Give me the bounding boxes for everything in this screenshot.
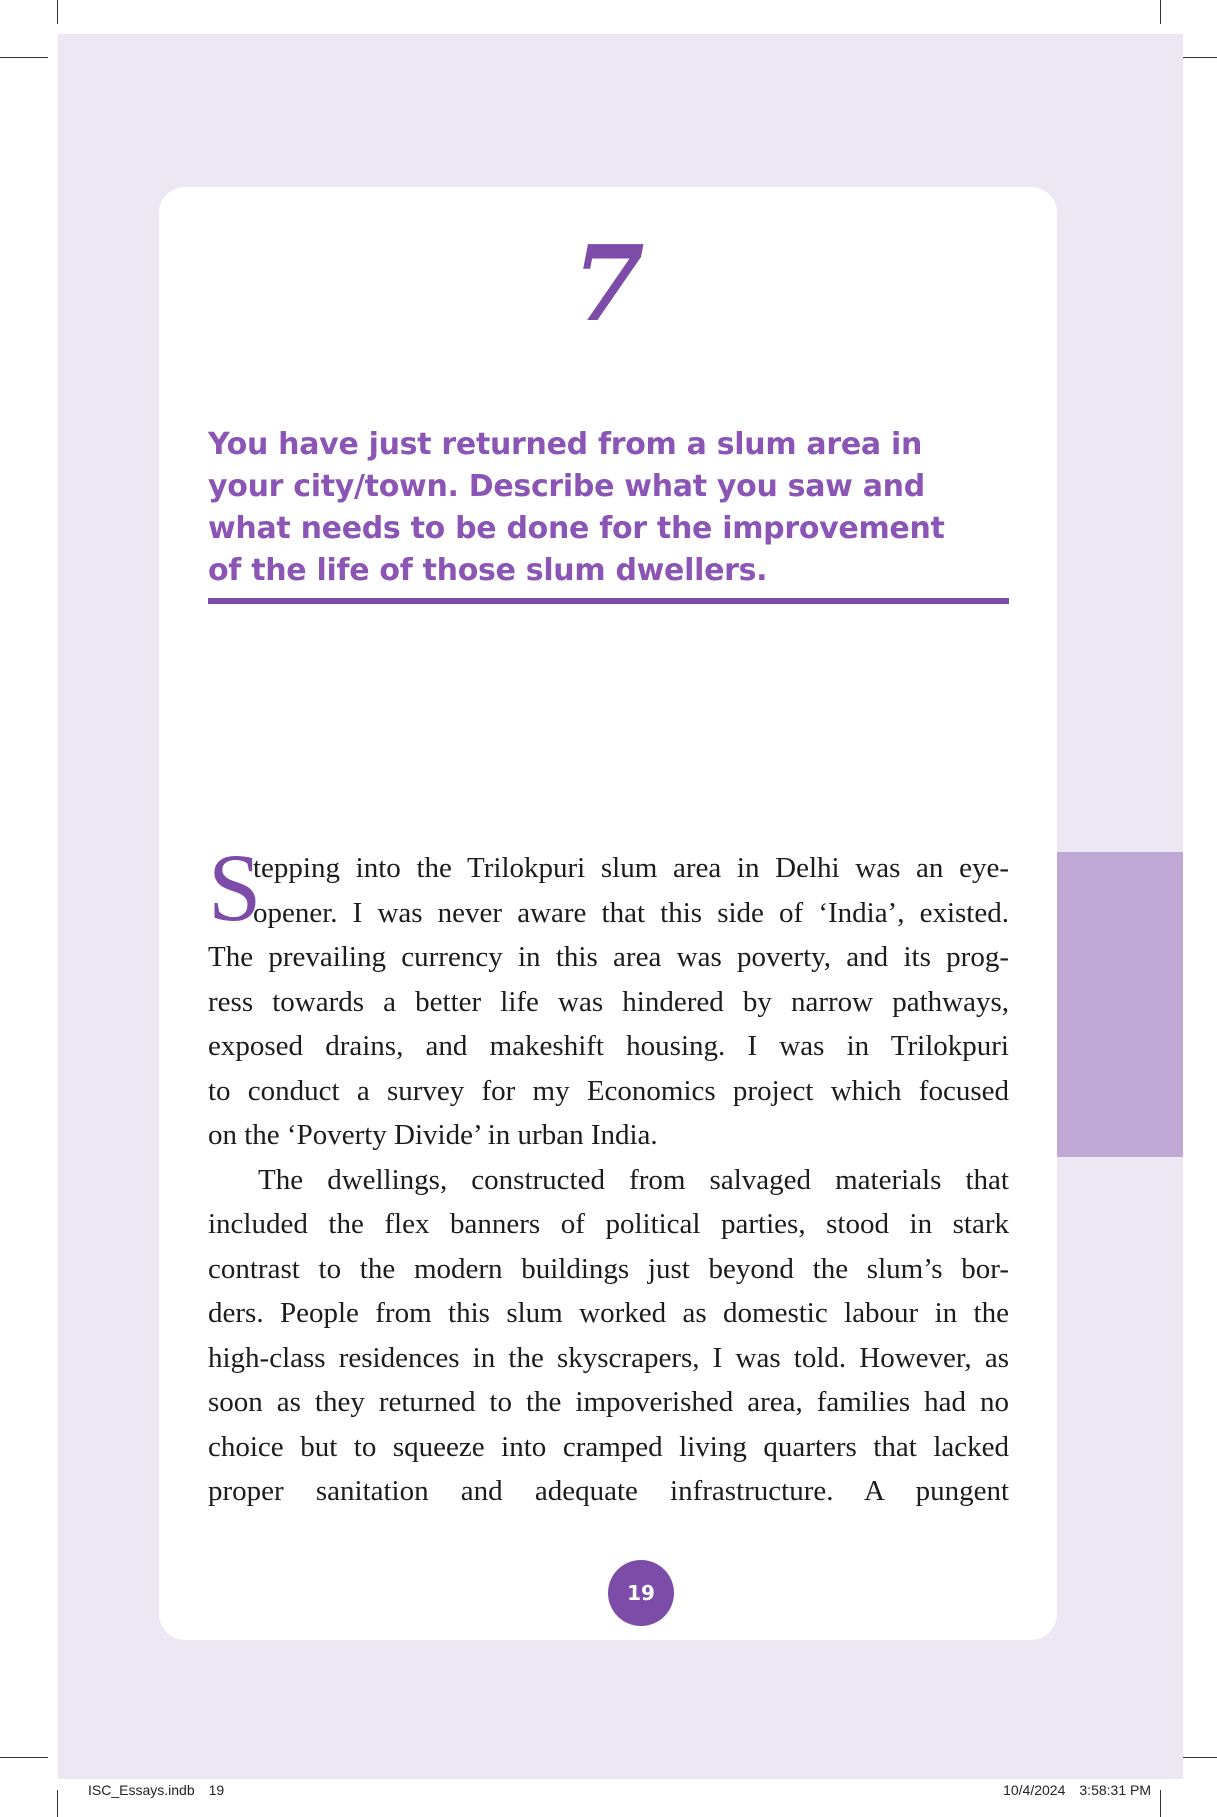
crop-mark-top-left-horizontal — [0, 57, 48, 58]
crop-mark-top-right-vertical — [1160, 0, 1161, 24]
question-heading — [208, 424, 1008, 592]
essay-line: on the ‘Poverty Divide’ in urban India. — [208, 1119, 658, 1151]
essay-line: The prevailing currency in this area was poverty, and its prog- — [208, 941, 1009, 973]
essay-line: tepping into the Trilokpuri slum area in Delhi was an eye- — [253, 852, 1009, 884]
crop-mark-bottom-right-vertical — [1160, 1790, 1161, 1817]
essay-body — [208, 834, 1009, 1514]
chapter-number: 7 — [572, 222, 645, 345]
slug-page: 19 — [208, 1782, 225, 1798]
chapter-side-tab — [1057, 852, 1183, 1157]
essay-line: choice but to squeeze into cramped living quarters that lacked — [208, 1430, 1009, 1463]
essay-line: proper sanitation and adequate infrastructure. A pungent — [208, 1475, 1009, 1507]
essay-line: contrast to the modern buildings just beyond the slum’s bor- — [208, 1252, 1009, 1285]
question-line: what needs to be done for the improvement — [208, 511, 945, 546]
print-slug-timestamp — [1003, 1782, 1151, 1798]
question-line: your city/town. Describe what you saw and — [208, 469, 925, 504]
page-number-badge: 19 — [608, 1560, 674, 1626]
crop-mark-top-left-vertical — [57, 0, 58, 24]
essay-line: high-class residences in the skyscrapers, I was told. However, as — [208, 1341, 1009, 1374]
slug-date: 10/4/2024 — [1003, 1782, 1066, 1798]
question-line: of the life of those slum dwellers. — [208, 553, 768, 588]
essay-line: included the flex banners of political parties, stood in stark — [208, 1208, 1009, 1240]
crop-mark-bottom-left-horizontal — [0, 1757, 48, 1758]
essay-line: exposed drains, and makeshift housing. I was in Trilokpuri — [208, 1030, 1009, 1062]
essay-line: opener. I was never aware that this side of ‘India’, existed. — [253, 896, 1009, 929]
slug-time: 3:58:31 PM — [1079, 1782, 1151, 1798]
essay-line: ress towards a better life was hindered by narrow pathways, — [208, 985, 1009, 1018]
essay-line: to conduct a survey for my Economics project which focused — [208, 1074, 1009, 1107]
crop-mark-bottom-left-vertical — [57, 1790, 58, 1817]
slug-filename: ISC_Essays.indb — [88, 1782, 195, 1798]
drop-cap: S — [208, 834, 262, 941]
print-slug-file — [88, 1782, 224, 1798]
question-underline — [208, 598, 1009, 604]
essay-line: The dwellings, constructed from salvaged materials that — [258, 1163, 1009, 1196]
question-line: You have just returned from a slum area in — [208, 427, 923, 462]
essay-line: ders. People from this slum worked as domestic labour in the — [208, 1297, 1009, 1329]
essay-line: soon as they returned to the impoverished area, families had no — [208, 1386, 1009, 1418]
